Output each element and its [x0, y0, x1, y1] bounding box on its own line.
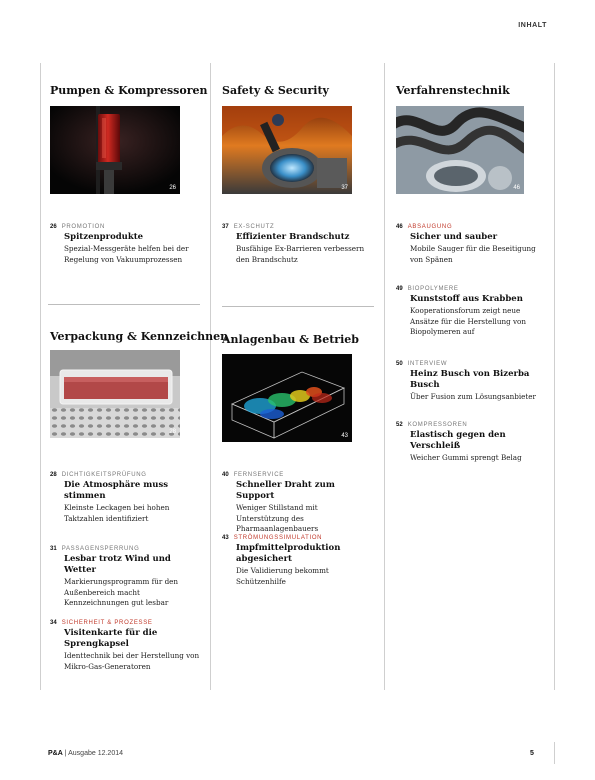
entry-page: 37 [222, 224, 229, 230]
entry-page: 49 [396, 286, 403, 292]
toc-entry[interactable] [396, 361, 546, 403]
toc-entry[interactable] [50, 472, 200, 524]
entry-description: Identtechnik bei der Herstellung von Mikro-Gas-Generatoren [64, 651, 200, 671]
footer-separator: | [64, 750, 69, 757]
entry-category: INTERVIEW [407, 361, 448, 367]
entry-description: Über Fusion zum Lösungsanbieter [410, 392, 536, 401]
suction-illustration [396, 106, 524, 194]
section-title-safety: Safety & Security [222, 84, 329, 97]
column-divider [384, 63, 385, 690]
entry-description: Spezial-Messgeräte helfen bei der Regelung von Vakuumprozessen [64, 244, 189, 264]
entry-title: Effizienter Brandschutz [236, 232, 350, 242]
entry-category: ABSAUGUNG [407, 224, 453, 230]
footer-brand: P&A [48, 750, 63, 757]
toc-entry[interactable] [222, 472, 372, 535]
fire-protection-image [222, 106, 352, 194]
entry-title: Die Atmosphäre muss stimmen [64, 480, 169, 501]
entry-page: 50 [396, 361, 403, 367]
entry-category: BIOPOLYMERE [407, 286, 459, 292]
entry-category: FERNSERVICE [233, 472, 284, 478]
footer-page-number: 5 [530, 750, 534, 757]
entry-title: Kunststoff aus Krabben [410, 294, 523, 304]
entry-description: Mobile Sauger für die Beseitigung von Spänen [410, 244, 536, 264]
toc-entry[interactable] [50, 620, 200, 672]
section-title-verfahrenstechnik: Verfahrenstechnik [396, 84, 510, 97]
entry-title: Spitzenprodukte [64, 232, 144, 242]
entry-page: 26 [50, 224, 57, 230]
entry-title: Lesbar trotz Wind und Wetter [64, 554, 171, 575]
image-page-number: 46 [513, 185, 520, 191]
flow-simulation-image [222, 354, 352, 442]
image-page-number: 28 [169, 429, 176, 435]
entry-category: PASSAGENSPERRUNG [61, 546, 140, 552]
entry-category: SICHERHEIT & PROZESSE [61, 620, 153, 626]
entry-description: Weicher Gummi sprengt Belag [410, 453, 522, 462]
entry-page: 46 [396, 224, 403, 230]
entry-description: Markierungsprogramm für den Außenbereich macht Kennzeichnungen gut lesbar [64, 577, 179, 607]
entry-title: Sicher und sauber [410, 232, 498, 242]
entry-description: Kleinste Leckagen bei hohen Taktzahlen identifiziert [64, 503, 170, 523]
image-page-number: 43 [341, 433, 348, 439]
image-page-number: 26 [169, 185, 176, 191]
section-title-verpackung: Verpackung & Kennzeichnen [50, 330, 229, 343]
toc-entry[interactable] [396, 422, 546, 464]
entry-title: Schneller Draht zum Support [236, 480, 335, 501]
entry-description: Die Validierung bekommt Schützenhilfe [236, 566, 329, 586]
entry-title: Elastisch gegen den Verschleiß [410, 430, 506, 451]
entry-title: Heinz Busch von Bizerba Busch [410, 369, 530, 390]
toc-entry[interactable] [396, 286, 546, 338]
section-title-pumpen: Pumpen & Kompressoren [50, 84, 208, 97]
column-divider [554, 742, 555, 764]
toc-entry[interactable] [396, 224, 546, 265]
toc-entry[interactable] [50, 546, 200, 609]
simulation-illustration [222, 354, 352, 442]
entry-category: KOMPRESSOREN [407, 422, 468, 428]
entry-page: 34 [50, 620, 57, 626]
footer-issue [48, 750, 123, 757]
column-divider [554, 63, 555, 690]
toc-entry[interactable] [50, 224, 200, 265]
entry-category: PROMOTION [61, 224, 105, 230]
entry-category: EX-SCHUTZ [233, 224, 275, 230]
entry-page: 28 [50, 472, 57, 478]
toc-entry[interactable] [222, 535, 372, 587]
packaging-illustration [50, 350, 180, 438]
entry-page: 43 [222, 535, 229, 541]
suction-image [396, 106, 524, 194]
fire-illustration [222, 106, 352, 194]
packaging-image [50, 350, 180, 438]
image-page-number: 37 [341, 185, 348, 191]
entry-page: 31 [50, 546, 57, 552]
footer-issue-text: Ausgabe 12.2014 [68, 750, 124, 757]
entry-category: STRÖMUNGSSIMULATION [233, 535, 323, 541]
entry-description: Busfähige Ex-Barrieren verbessern den Brandschutz [236, 244, 365, 264]
column-divider [210, 63, 211, 690]
pump-image [50, 106, 180, 194]
section-header-label: INHALT [518, 22, 547, 29]
entry-title: Visitenkarte für die Sprengkapsel [64, 628, 158, 649]
entry-title: Impfmittelproduktion abgesichert [236, 543, 341, 564]
column-divider [40, 63, 41, 690]
toc-entry[interactable] [222, 224, 372, 265]
entry-category: DICHTIGKEITSPRÜFUNG [61, 472, 147, 478]
entry-page: 40 [222, 472, 229, 478]
section-separator [48, 304, 200, 305]
entry-page: 52 [396, 422, 403, 428]
section-title-anlagenbau: Anlagenbau & Betrieb [222, 333, 359, 346]
section-separator [222, 306, 374, 307]
entry-description: Weniger Stillstand mit Unterstützung des Pharmaanlagenbauers [236, 503, 319, 533]
entry-description: Kooperationsforum zeigt neue Ansätze für die Herstellung von Biopolymeren auf [410, 306, 527, 336]
pump-illustration [50, 106, 180, 194]
